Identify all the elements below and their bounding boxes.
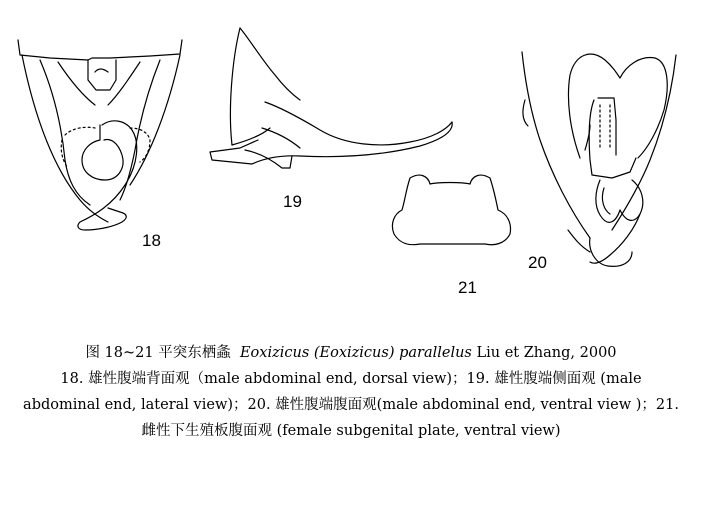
figure-caption <box>0 340 702 444</box>
caption-line-2: 18. 雄性腹端背面观（male abdominal end, dorsal view)；19. 雄性腹端侧面观 (male <box>60 371 642 387</box>
caption-authority: Liu et Zhang, 2000 <box>476 345 617 361</box>
fig18-drawing <box>18 40 182 230</box>
fig18-label: 18 <box>142 231 161 250</box>
fig19-drawing <box>210 28 452 168</box>
caption-line-3: abdominal end, lateral view)；20. 雄性腹端腹面观(male abdominal end, ventral view )；21. <box>23 397 679 413</box>
caption-line-4: 雌性下生殖板腹面观 (female subgenital plate, ventral view) <box>141 423 561 439</box>
caption-species-name: Eoxizicus (Eoxizicus) parallelus <box>239 345 472 361</box>
fig19-label: 19 <box>283 192 302 211</box>
caption-title-prefix: 图 18~21 平突东栖螽 <box>85 345 231 361</box>
fig20-label: 20 <box>528 253 547 272</box>
fig21-label: 21 <box>458 278 477 297</box>
caption-title-line <box>0 340 702 366</box>
fig20-drawing <box>522 52 676 266</box>
fig21-drawing <box>392 175 510 245</box>
